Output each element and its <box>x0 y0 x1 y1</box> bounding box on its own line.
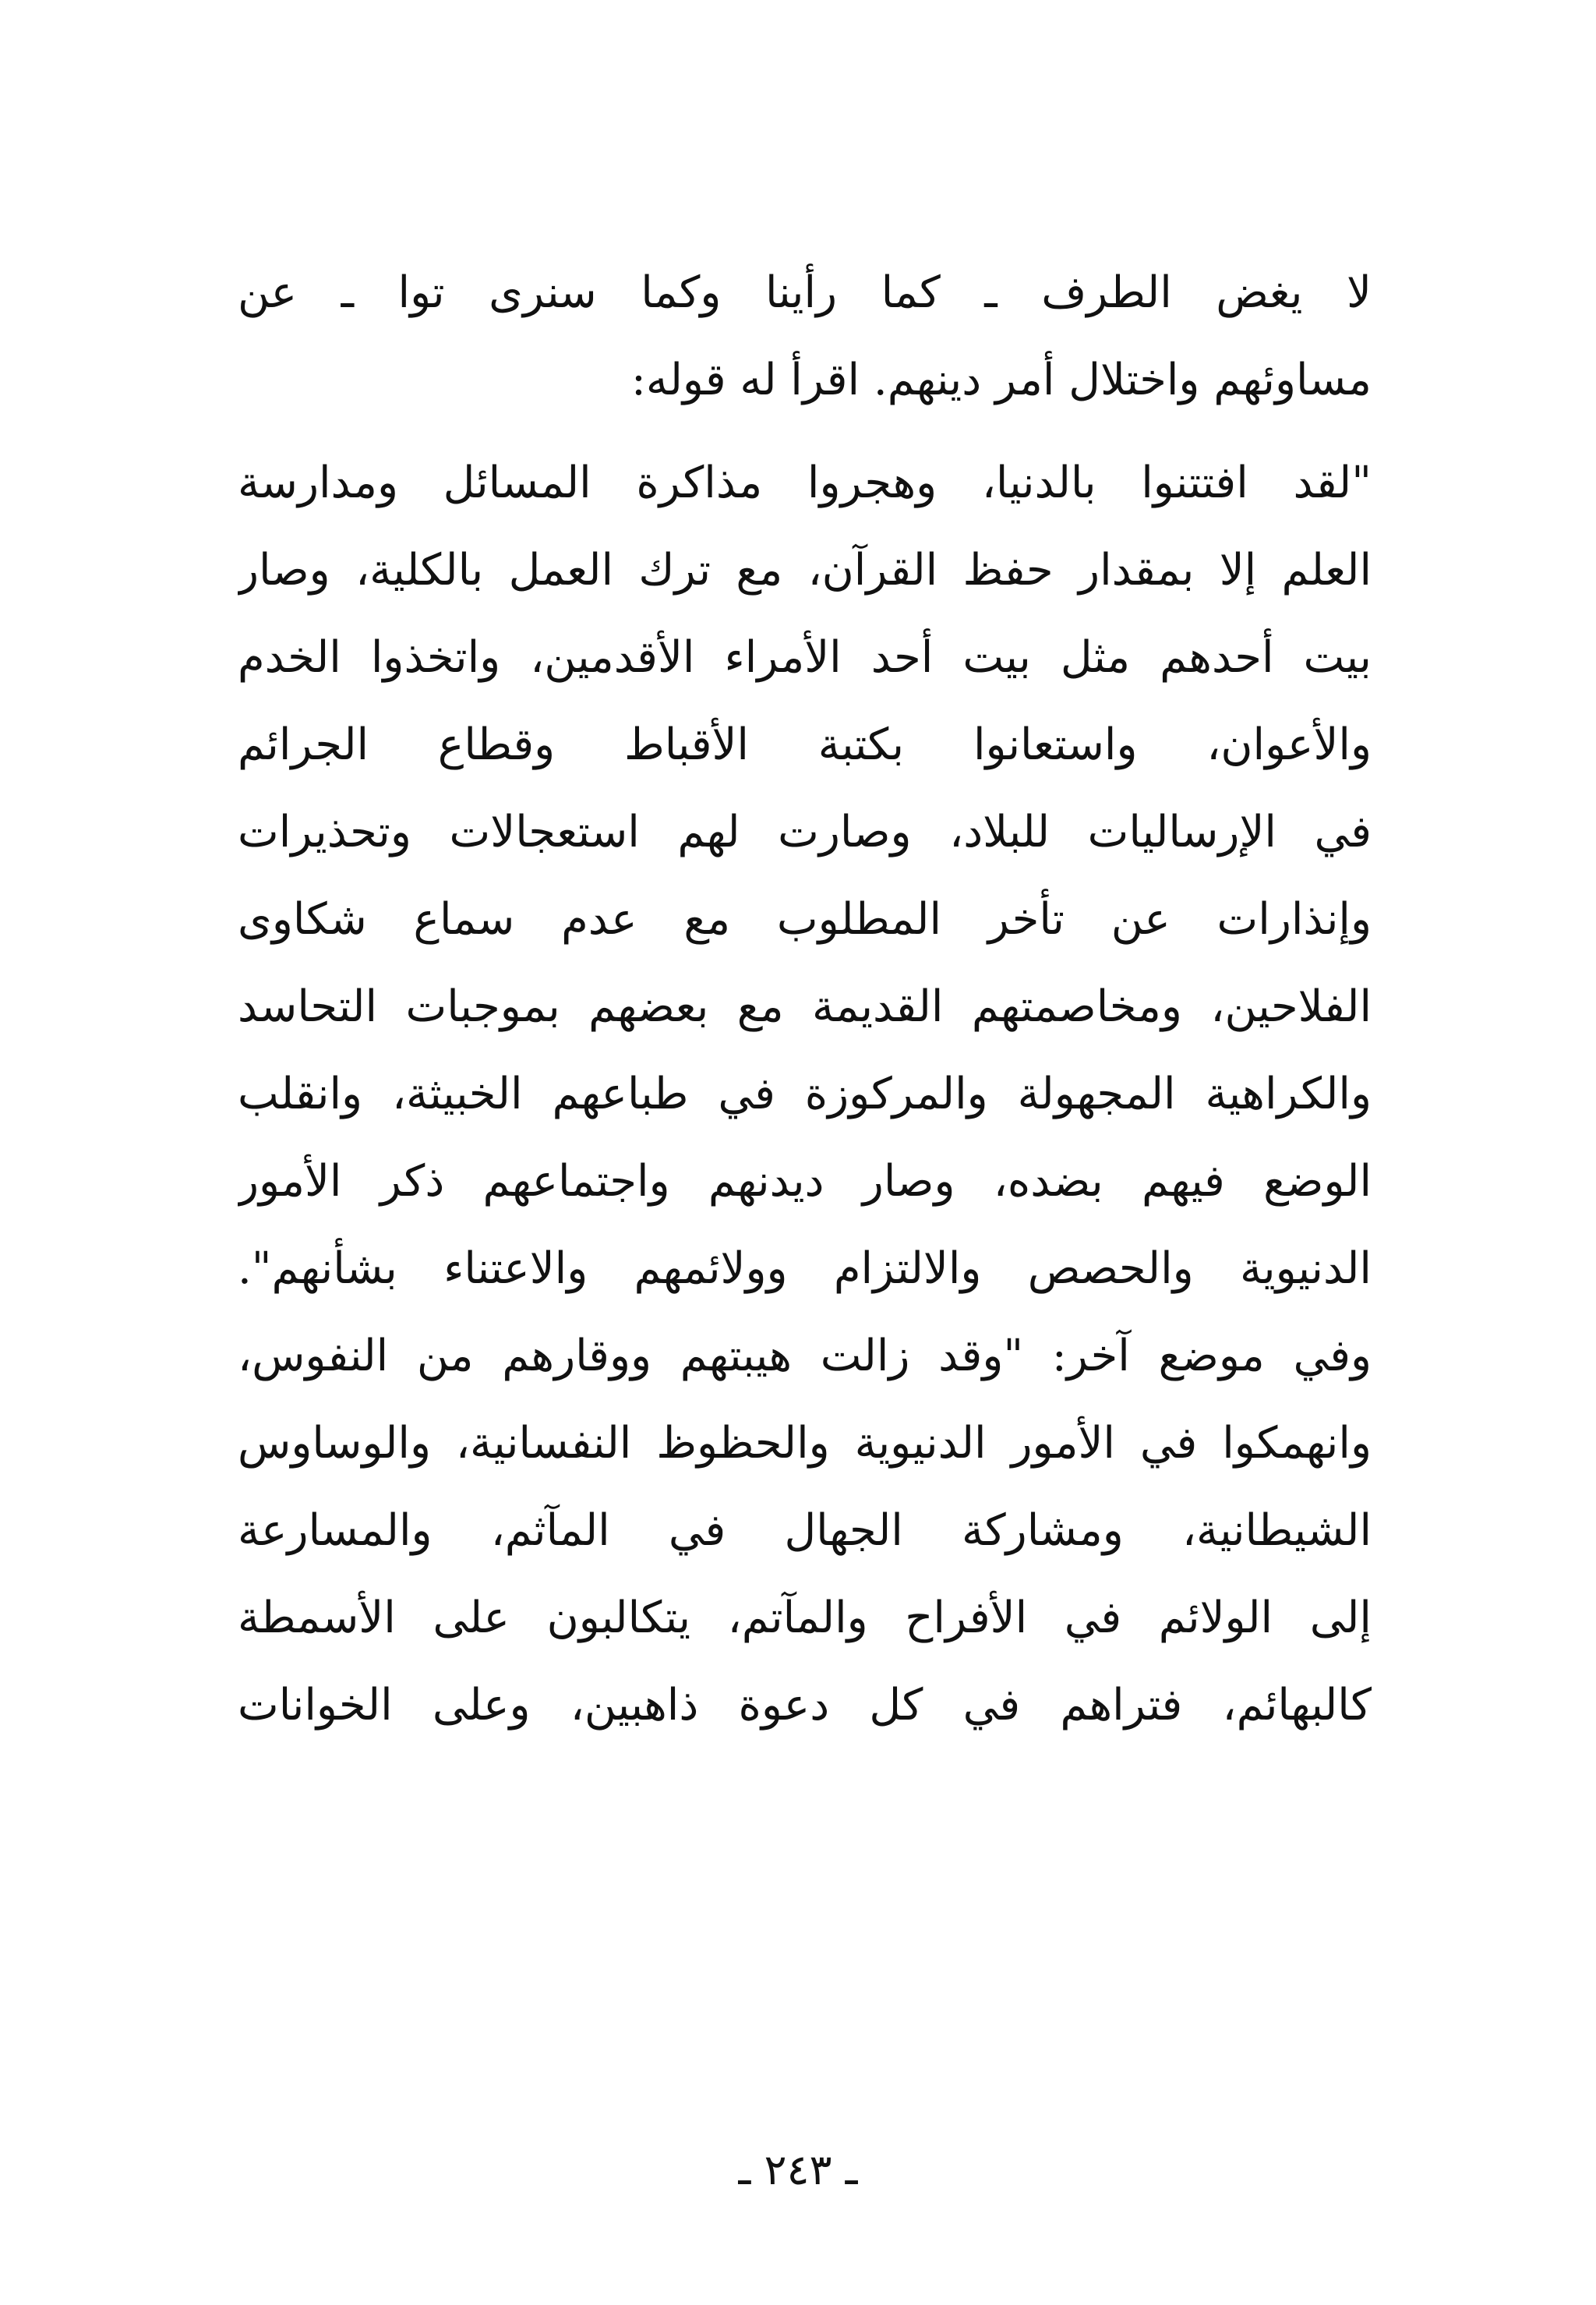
page-number: ـ ٢٤٣ ـ <box>738 2145 858 2194</box>
text-line: كالبهائم، فتراهم في كل دعوة ذاهبين، وعلى الخوانات <box>238 1680 1372 1731</box>
text-line: "لقد افتتنوا بالدنيا، وهجروا مذاكرة المسائل ومدارسة <box>238 458 1372 508</box>
body-text <box>238 249 1372 1749</box>
text-line: في الإرساليات للبلاد، وصارت لهم استعجالات وتحذيرات <box>238 807 1372 857</box>
text-line: والكراهية المجهولة والمركوزة في طباعهم الخبيثة، وانقلب <box>238 1069 1372 1119</box>
text-line: وانهمكوا في الأمور الدنيوية والحظوظ النفسانية، والوساوس <box>238 1418 1372 1469</box>
paragraph-quote <box>238 440 1372 1749</box>
text-line: إلى الولائم في الأفراح والمآتم، يتكالبون على الأسمطة <box>238 1593 1372 1643</box>
paragraph-gap <box>238 424 1372 440</box>
text-line: الشيطانية، ومشاركة الجهال في المآثم، والمسارعة <box>238 1505 1372 1556</box>
text-line: وفي موضع آخر: "وقد زالت هيبتهم ووقارهم من النفوس، <box>238 1331 1372 1381</box>
text-line: الوضع فيهم بضده، وصار ديدنهم واجتماعهم ذكر الأمور <box>238 1156 1372 1207</box>
text-line: العلم إلا بمقدار حفظ القرآن، مع ترك العمل بالكلية، وصار <box>238 545 1372 596</box>
text-line: الدنيوية والحصص والالتزام وولائمهم والاعتناء بشأنهم". <box>238 1243 1372 1294</box>
text-line: لا يغض الطرف ـ كما رأينا وكما سنرى توا ـ عن <box>238 267 1372 318</box>
text-line: بيت أحدهم مثل بيت أحد الأمراء الأقدمين، واتخذوا الخدم <box>238 632 1372 683</box>
paragraph-intro <box>238 249 1372 424</box>
text-line: مساوئهم واختلال أمر دينهم. اقرأ له قوله: <box>630 355 1372 405</box>
text-line: وإنذارات عن تأخر المطلوب مع عدم سماع شكاوى <box>238 894 1372 945</box>
text-line: والأعوان، واستعانوا بكتبة الأقباط وقطاع الجرائم <box>238 719 1372 770</box>
text-line: الفلاحين، ومخاصمتهم القديمة مع بعضهم بموجبات التحاسد <box>238 981 1372 1032</box>
